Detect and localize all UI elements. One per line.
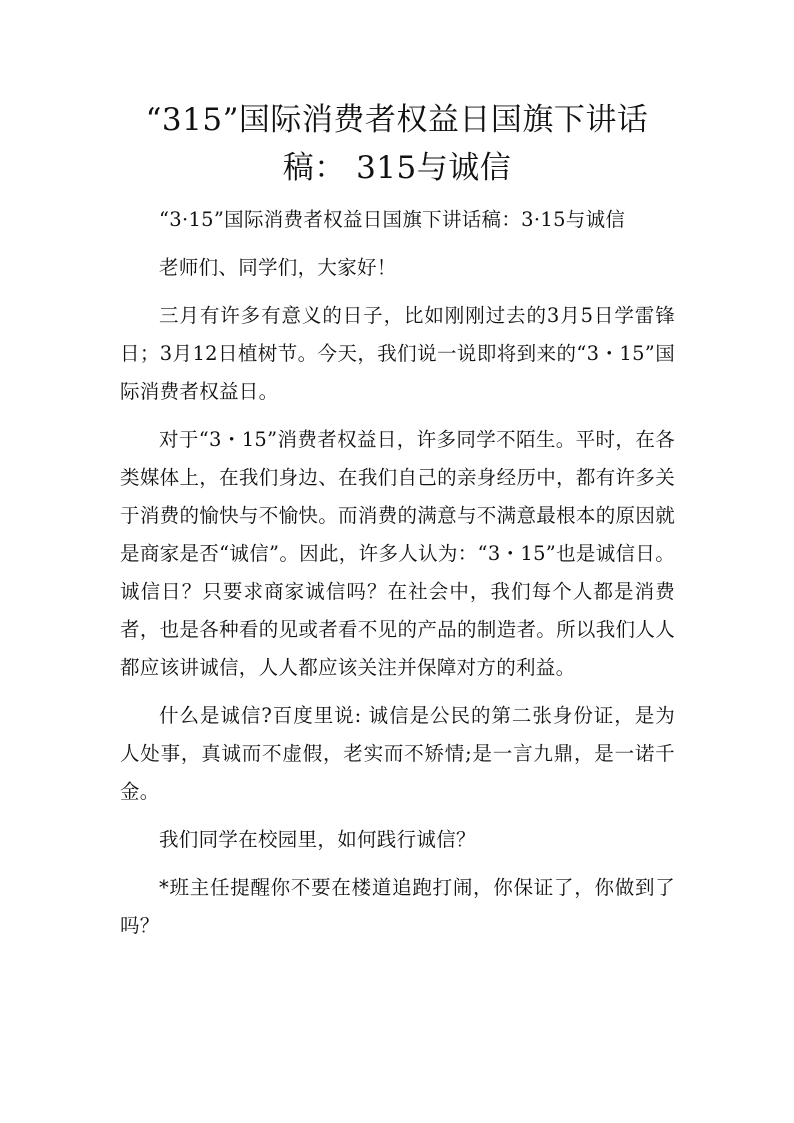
paragraph-campus-question: 我们同学在校园里，如何践行诚信？ (159, 828, 476, 851)
paragraph-what-is-integrity: 什么是诚信?百度里说: 诚信是公民的第二张身份证，是为人处事，真诚而不虚假，老实而不矫情;是一言九鼎，是一诺千金。 (120, 704, 675, 803)
document-title (100, 96, 694, 192)
paragraph-consumer-rights: 对于“3・15”消费者权益日，许多同学不陌生。平时，在各类媒体上，在我们身边、在我们自己的亲身经历中，都有许多关于消费的愉快与不愉快。而消费的满意与不满意最根本的原因就是商家是否“诚信”。因此，许多人认为：“3・15”也是诚信日。诚信日？只要求商家诚信吗？在社会中，我们每个人都是消费者，也是各种看的见或者看不见的产品的制造者。所以我们人人都应该讲诚信，人人都应该关注并保障对方的利益。 (120, 428, 675, 679)
title-line-1: “315”国际消费者权益日国旗下讲话 (145, 102, 649, 138)
title-line-2: 稿： 315与诚信 (282, 150, 512, 186)
paragraph-march-days: 三月有许多有意义的日子，比如刚刚过去的3月5日学雷锋日；3月12日植树节。今天，我们说一说即将到来的“3・15”国际消费者权益日。 (120, 304, 675, 403)
document-body (120, 201, 675, 945)
paragraph-greeting: 老师们、同学们，大家好！ (159, 256, 397, 279)
paragraph-teacher-reminder: *班主任提醒你不要在楼道追跑打闹，你保证了，你做到了吗？ (120, 876, 675, 937)
paragraph-subtitle: “3·15”国际消费者权益日国旗下讲话稿：3·15与诚信 (159, 208, 626, 231)
